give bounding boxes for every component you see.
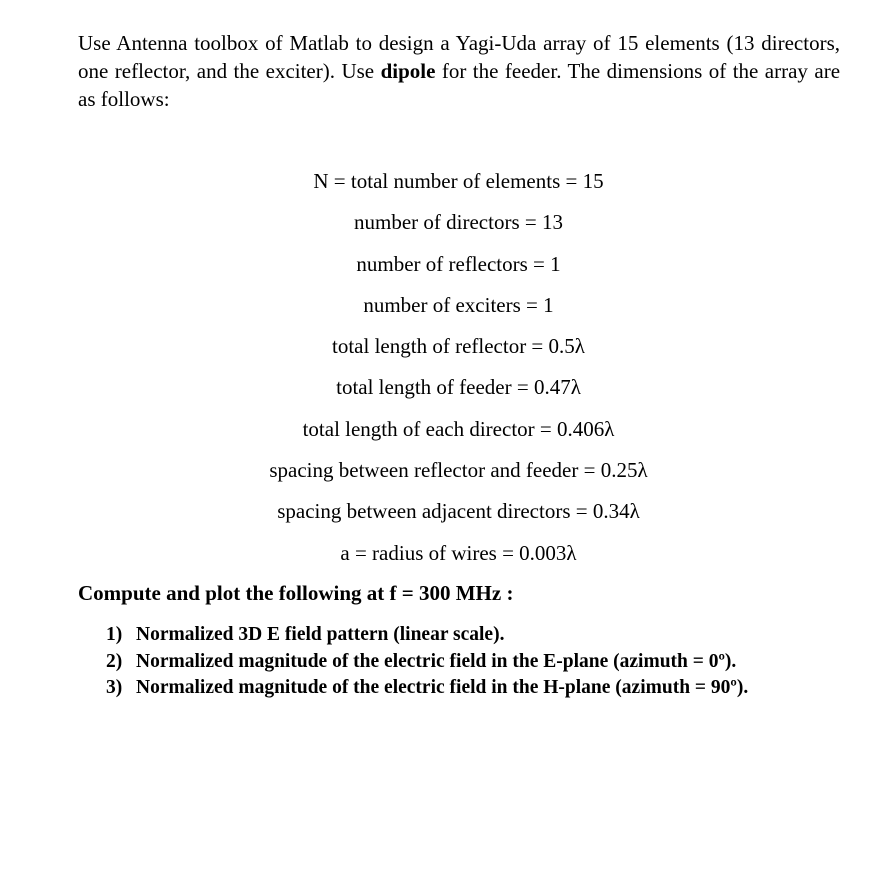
task-text: Normalized 3D E field pattern (linear scale). bbox=[136, 624, 505, 645]
intro-text-start: Use Antenna toolbox of Matlab to design a Yagi-Uda array of 15 elements (13 directors, one reflector, and the exciter). Use bbox=[78, 31, 840, 83]
spec-reflectors: number of reflectors = 1 bbox=[356, 251, 561, 276]
intro-bold-term: dipole bbox=[380, 59, 436, 83]
compute-heading: Compute and plot the following at f = 300 MHz : bbox=[78, 581, 514, 605]
intro-text-end: for the feeder. The dimensions of the array are as follows: bbox=[78, 59, 841, 111]
array-dimensions-list bbox=[0, 167, 879, 580]
spec-exciters: number of exciters = 1 bbox=[363, 292, 554, 317]
task-item bbox=[106, 649, 748, 676]
spec-directors: number of directors = 13 bbox=[354, 210, 563, 235]
spec-total-elements: N = total number of elements = 15 bbox=[313, 169, 604, 193]
task-number: 3) bbox=[106, 677, 123, 698]
task-item bbox=[106, 622, 748, 649]
spec-wire-radius: a = radius of wires = 0.003λ bbox=[340, 540, 577, 565]
task-item bbox=[106, 675, 748, 702]
task-list bbox=[106, 622, 748, 702]
intro-paragraph bbox=[78, 29, 840, 113]
task-text: Normalized magnitude of the electric field in the H-plane (azimuth = 90º). bbox=[136, 677, 749, 698]
spec-reflector-feeder-spacing: spacing between reflector and feeder = 0.25λ bbox=[269, 458, 648, 483]
spec-director-length: total length of each director = 0.406λ bbox=[302, 416, 615, 441]
task-number: 1) bbox=[106, 624, 123, 645]
spec-director-spacing: spacing between adjacent directors = 0.34λ bbox=[277, 499, 640, 524]
task-text: Normalized magnitude of the electric field in the E-plane (azimuth = 0º). bbox=[136, 650, 737, 672]
spec-feeder-length: total length of feeder = 0.47λ bbox=[336, 375, 581, 400]
spec-reflector-length: total length of reflector = 0.5λ bbox=[332, 334, 585, 359]
task-number: 2) bbox=[106, 650, 123, 672]
